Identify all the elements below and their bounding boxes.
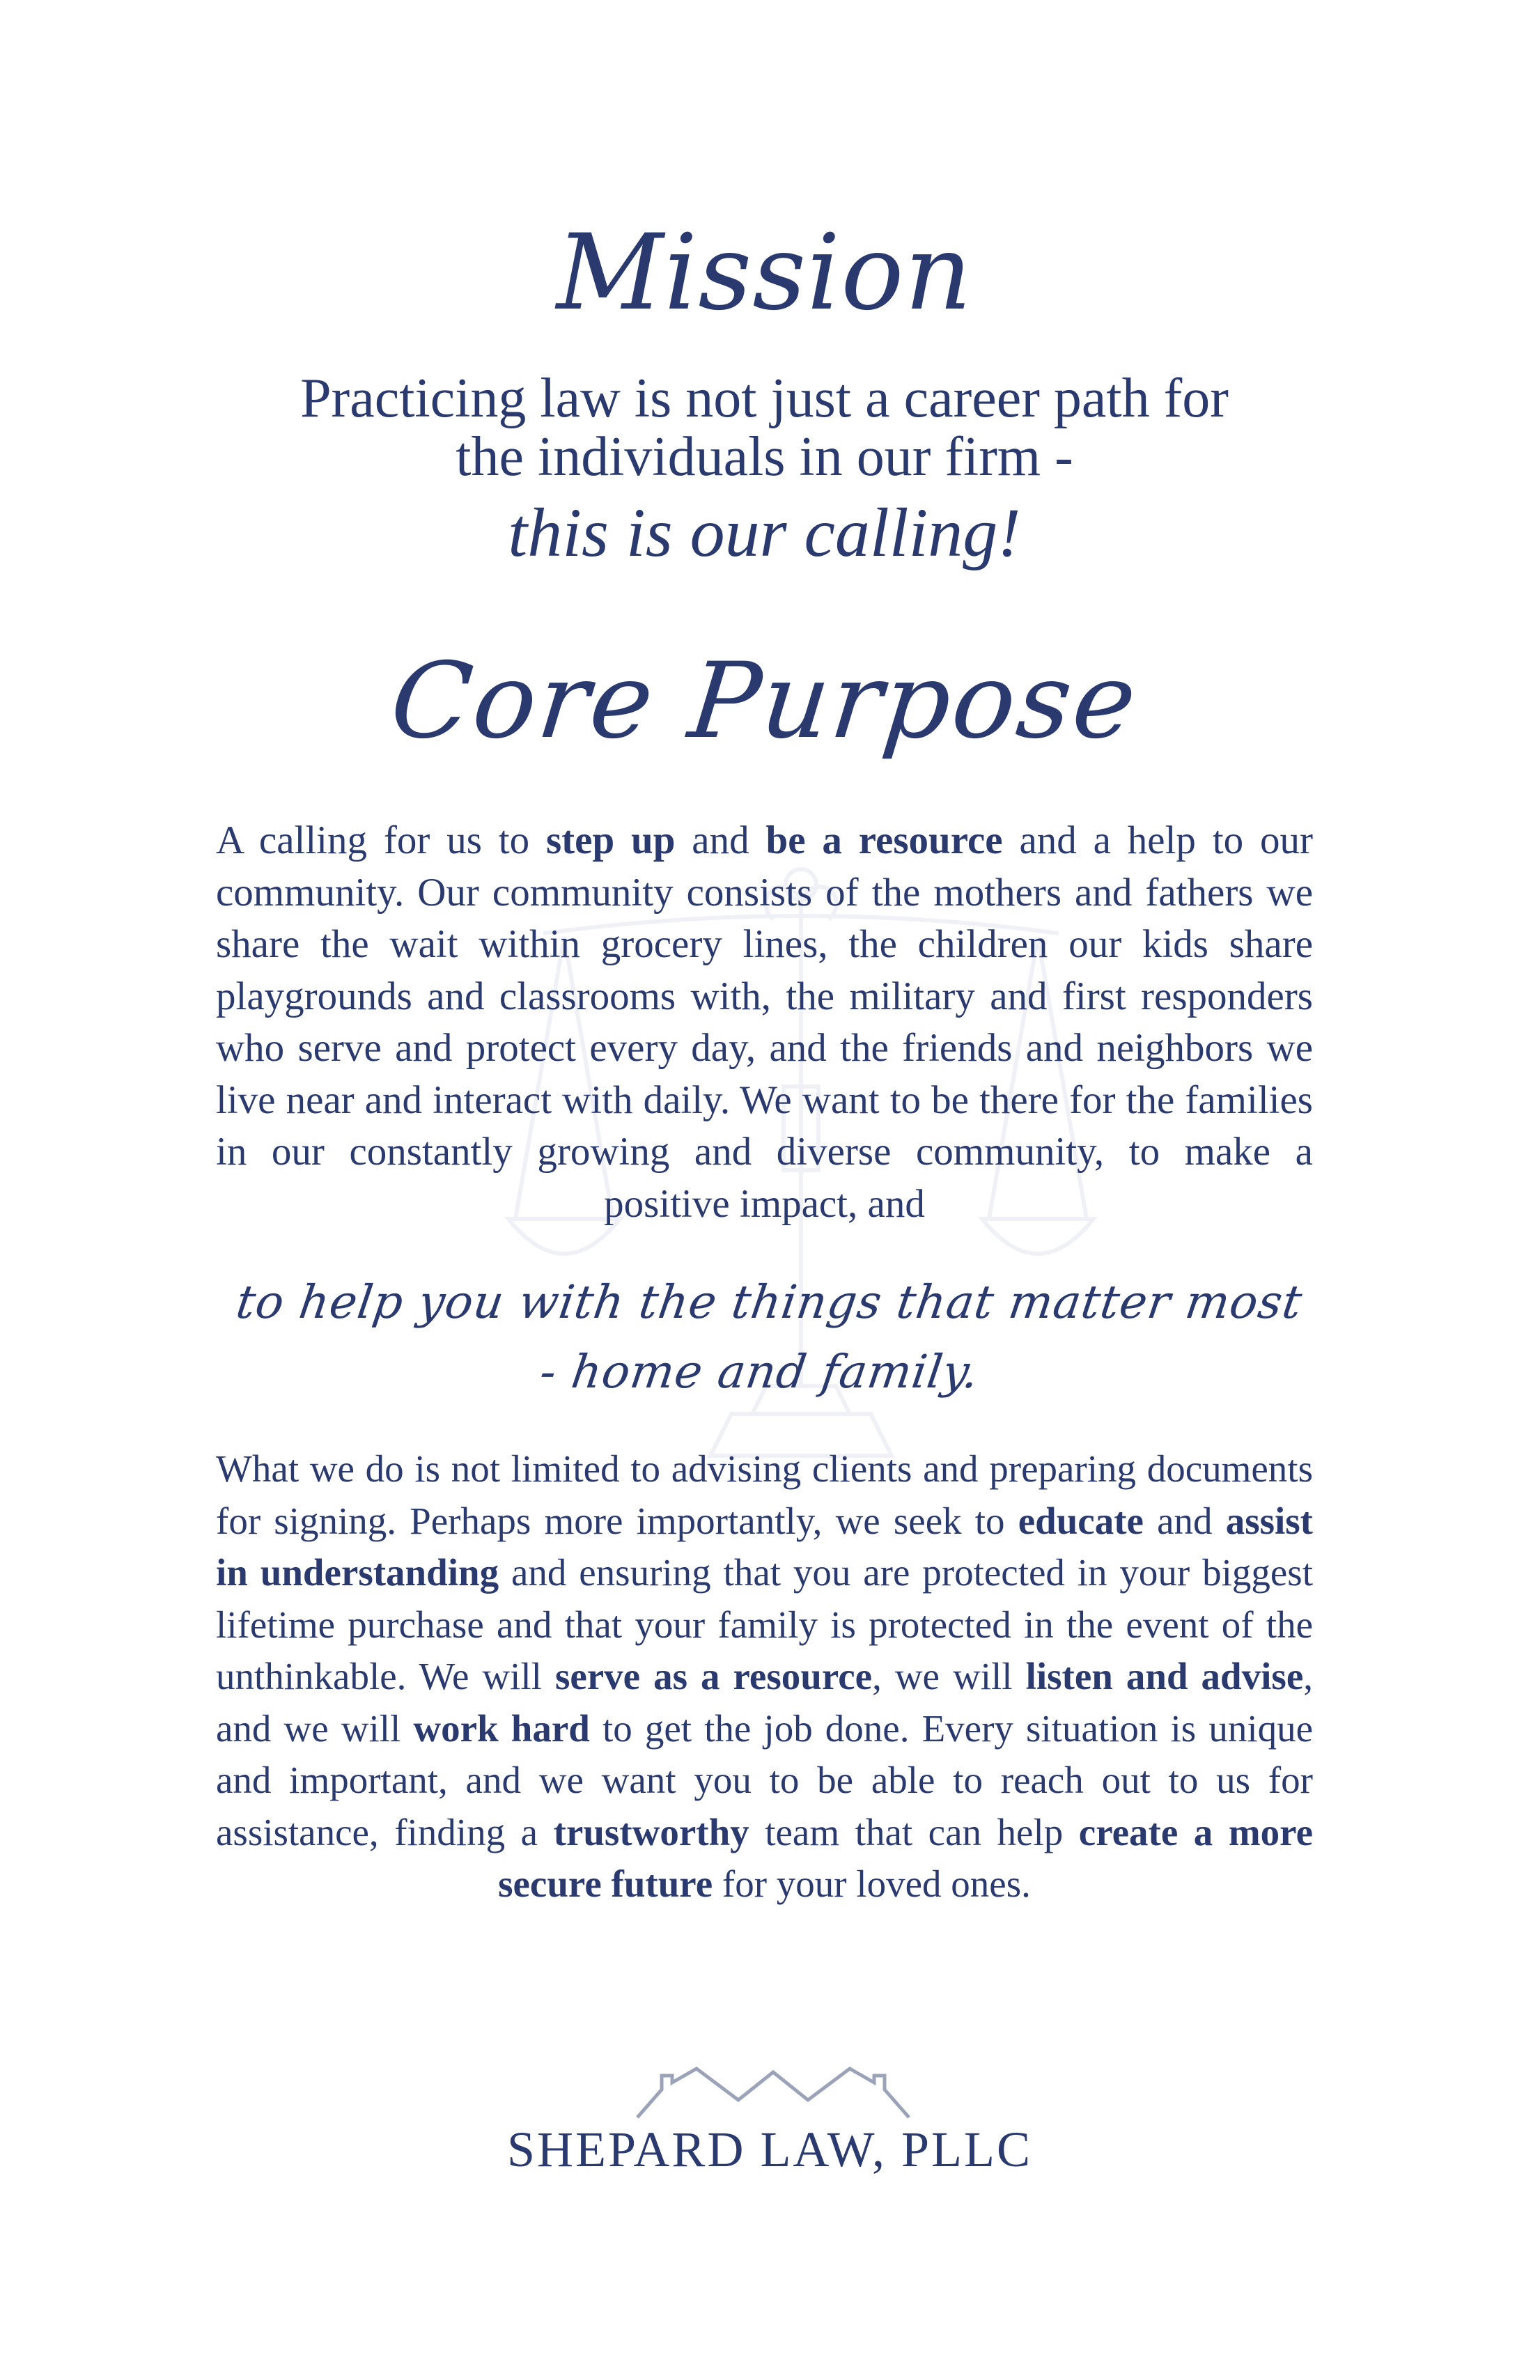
emphasis-trustworthy: trustworthy [553,1810,749,1853]
emphasis-create-a-more-secure-future: create a more secure future [498,1810,1314,1905]
house-roofline-icon [634,2062,912,2124]
text-run: What we do is not limited to advising clients and preparing documents for signing. Perhaps more importantly, we seek to [216,1447,1313,1542]
emphasis-work-hard: work hard [413,1706,590,1750]
mission-calling: this is our calling! [508,494,1021,571]
emphasis-listen-and-advise: listen and advise [1025,1655,1304,1697]
emphasis-be-a-resource: be a resource [765,818,1003,862]
closing-paragraph [216,1443,1313,1911]
text-run: A calling for us to [216,818,546,862]
mission-statement [216,369,1313,486]
company-logo [488,2062,1052,2187]
core-purpose-title: Core Purpose [385,641,1144,762]
emphasis-step-up: step up [545,818,676,862]
text-run: and [675,818,766,862]
text-run: team that can help [749,1810,1079,1853]
emphasis-assist-in-understanding: assist in understanding [216,1499,1313,1594]
mission-line-1: Practicing law is not just a career path for [300,368,1229,429]
mission-line-2: the individuals in our firm - [456,426,1073,488]
quote-line-1: to help you with the things that matter most [233,1275,1306,1329]
mission-title: Mission [556,212,973,334]
quote-line-2: - home and family. [536,1345,983,1399]
core-purpose-paragraph [216,815,1313,1230]
text-run: and a help to our community. Our community consists of the mothers and fathers we share the wait within grocery lines, the children our kids share playgrounds and classrooms with, the military and first responders who serve and protect every day, and the friends and neighbors we live near and interact with daily. We want to be there for the families in our constantly growing and diverse community, to make a positive impact, and [216,818,1314,1226]
text-run: and [1143,1499,1226,1542]
text-run: , we will [872,1655,1026,1697]
company-name: SHEPARD LAW, PLLC [506,2122,1033,2177]
script-quote [206,1268,1323,1407]
emphasis-educate: educate [1018,1499,1144,1542]
text-run: to get the job done. Every situation is unique and important, and we want you to be able to reach out to us for assistance, finding a [216,1706,1314,1853]
text-run: and ensuring that you are protected in your biggest lifetime purchase and that your family is protected in the event of the unthinkable. We will [216,1551,1313,1697]
text-run: , and we will [216,1655,1313,1750]
text-run: for your loved ones. [713,1862,1031,1905]
emphasis-serve-as-a-resource: serve as a resource [554,1655,873,1697]
